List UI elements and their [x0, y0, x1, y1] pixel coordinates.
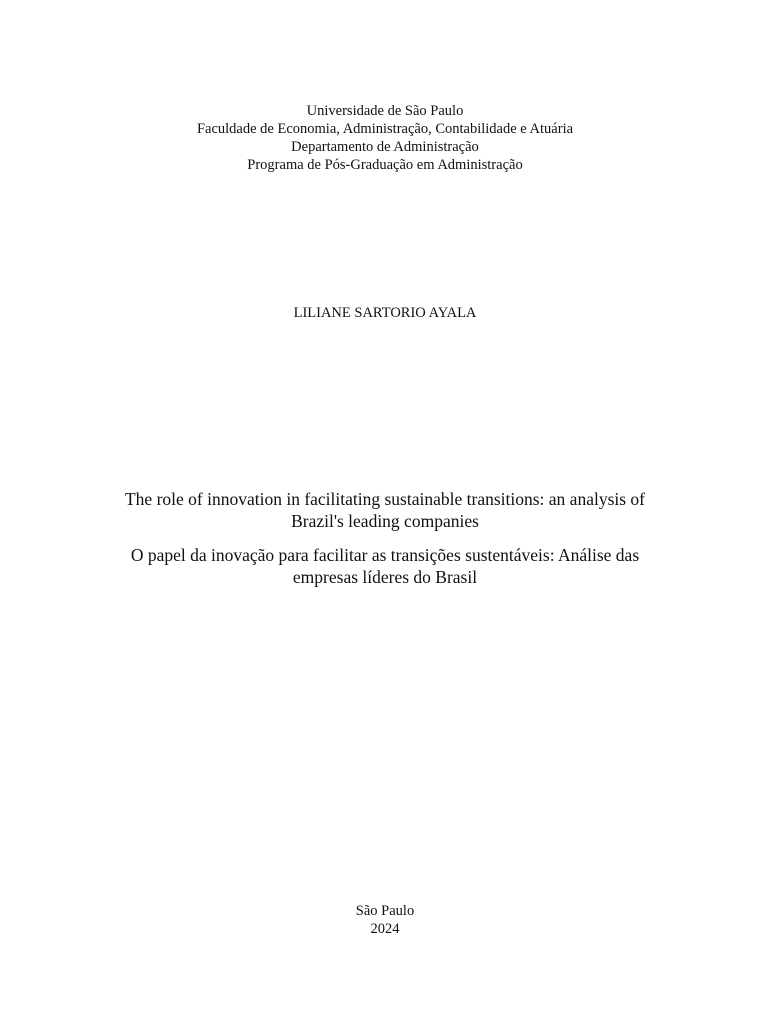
institution-header: [0, 102, 770, 174]
city: São Paulo: [355, 903, 415, 919]
author-name: LILIANE SARTORIO AYALA: [293, 305, 477, 321]
department-name: Departamento de Administração: [291, 139, 479, 155]
place-and-year: [0, 902, 770, 938]
faculty-name: Faculdade de Economia, Administração, Contabilidade e Atuária: [196, 121, 574, 137]
university-name: Universidade de São Paulo: [306, 103, 464, 119]
program-name: Programa de Pós-Graduação em Administração: [247, 157, 523, 173]
title-english: The role of innovation in facilitating sustainable transitions: an analysis of Brazil's leading companies: [124, 489, 646, 531]
year: 2024: [370, 921, 400, 937]
title-portuguese: O papel da inovação para facilitar as transições sustentáveis: Análise das empresas líderes do Brasil: [130, 545, 640, 587]
